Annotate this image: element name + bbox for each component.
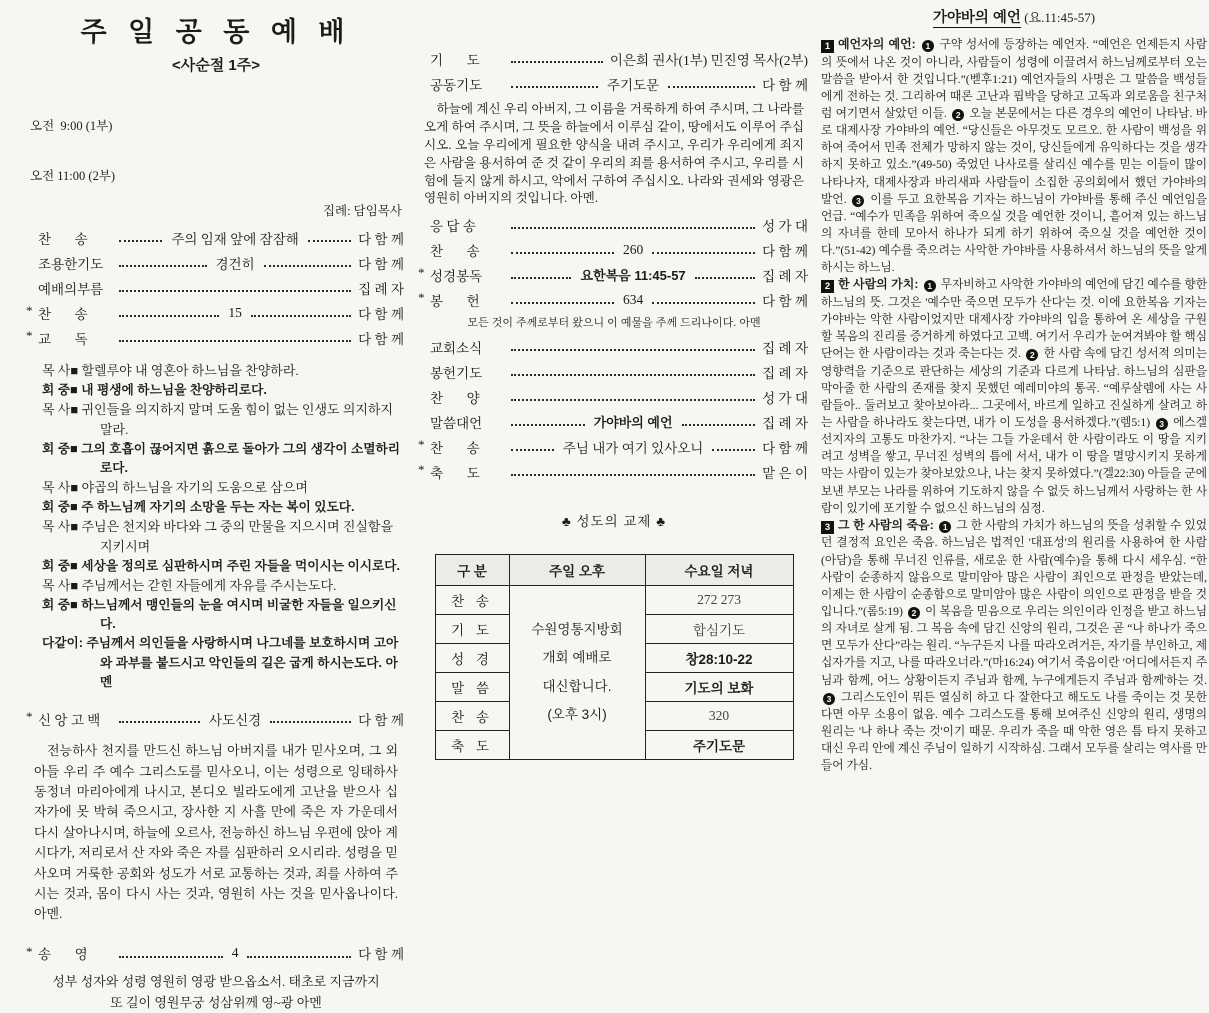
dotted-leader	[119, 308, 219, 317]
sermon-title	[821, 6, 1207, 27]
col-header-wednesday-evening: 수요일 저녁	[645, 555, 793, 586]
reading-text: 하느님께서 맹인들의 눈을 여시며 비굴한 자들을 일으키신다.	[81, 597, 397, 632]
wednesday-evening-cell: 320	[645, 702, 793, 731]
schedule-category-cell: 찬 송	[435, 702, 509, 731]
schedule-category-cell: 말 씀	[435, 673, 509, 702]
order-item-label: 조용한기도	[38, 256, 104, 272]
service-time-2: 오전 11:00 (2부)	[30, 169, 116, 184]
circled-number-icon: 3	[1156, 418, 1168, 430]
asterisk-marker: *	[26, 303, 33, 318]
order-row	[28, 250, 404, 275]
section-number-square-icon: 3	[821, 521, 834, 534]
dotted-leader	[119, 714, 200, 723]
order-item-label: 봉헌기도	[430, 365, 483, 381]
reading-text: 주님께서 의인들을 사랑하시며 나그네를 보호하시며 고아와 과부를 붙드시고 악인들의 길은 굽게 하시는도다. 아멘	[86, 636, 399, 689]
order-item-value: 15	[228, 304, 242, 320]
dotted-leader	[511, 367, 755, 376]
reading-text: 할렐루야 내 영혼아 하느님을 찬양하라.	[81, 363, 299, 378]
order-item-leader: 다 함 께	[358, 306, 404, 322]
wednesday-evening-cell: 합심기도	[645, 615, 793, 644]
reading-text: 주님은 천지와 바다와 그 중의 만물을 지으시며 진실함을 지키시며	[81, 519, 394, 554]
fellowship-header: ♣ 성도의 교제 ♣	[561, 514, 667, 530]
season-subtitle: <사순절 1주>	[172, 57, 260, 74]
asterisk-marker: *	[26, 943, 33, 959]
asterisk-marker: *	[26, 709, 33, 725]
reading-speaker: 목 사■	[42, 577, 82, 593]
dotted-leader	[119, 283, 351, 292]
order-item-label: 공동기도	[430, 77, 483, 93]
dotted-leader	[264, 258, 352, 267]
wednesday-evening-cell: 기도의 보화	[645, 673, 793, 702]
dotted-leader	[682, 417, 756, 426]
reading-line	[42, 440, 404, 479]
order-item-leader: 집 례 자	[762, 415, 808, 431]
reading-line	[42, 557, 404, 576]
order-item-leader: 성 가 대	[762, 218, 808, 234]
order-item-value: 주기도문	[606, 77, 660, 93]
dotted-leader	[652, 295, 755, 304]
section-heading: 한 사람의 가치:	[838, 277, 922, 292]
reading-line	[42, 478, 404, 498]
order-row	[420, 384, 808, 409]
order-item-leader: 다 함 께	[358, 712, 405, 728]
schedule-table-head	[435, 555, 793, 586]
asterisk-marker: *	[418, 290, 425, 306]
gloria-patri-text	[28, 971, 404, 1013]
order-row	[28, 941, 404, 966]
merged-cell-line: 대신합니다.	[542, 678, 612, 694]
order-row	[28, 706, 404, 731]
officiant-label: 집례: 담임목사	[322, 204, 402, 218]
order-item-value: 634	[622, 291, 644, 307]
order-item-label: 성경봉독	[430, 268, 483, 284]
reading-text: 주 하느님께 자기의 소망을 두는 자는 복이 있도다.	[81, 499, 355, 514]
merged-cell-line: 수원영통지방회	[531, 621, 623, 637]
merged-cell-line: (오후 3시)	[547, 707, 607, 723]
order-item-label: 응 답 송	[430, 218, 476, 234]
worship-order-column-2	[420, 10, 808, 760]
asterisk-marker: *	[418, 437, 425, 453]
reading-speaker: 목 사■	[42, 519, 82, 535]
sermon-paragraph: 3 그 한 사람의 죽음: 1 그 한 사람의 가치가 하느님의 뜻을 성취할 수 있었던 결정적 요인은 죽음. 하느님은 법적인 '대표성'의 원리를 사용하여 한 사람(아담)을 통해 무너진 인류를, 새로운 한 사람(예수)을 통해 다시 세우심. “한 사람이 순종하지 않음으로 말미암아 많은 사람이 죄인으로 판정을 받았는데, 이제는 한 사람이 순종함으로 말미암아 많은 사람이 의인으로 판정을 받을 것입니다.”(롬5:19) 2 이 복음을 믿음으로 우리는 의인이라 인정을 받고 하느님의 자녀로 살게 됨. 그 복음 속에 담긴 신앙의 원리, 그것은 곧 “나 하나가 죽으면 모두가 산다”라는 원리. “누구든지 나를 따라오려거든, 자기를 부인하고, 제 십자가를 지고, 나를 따라오너라.”(마16:24) 여기서 죽음이란 '어디에서든지 주님과 함께, 어느 상황이든지 주님과 함께, 누구에게든지 주님과 함께'하는 것. 3 그리스도인이 뭐든 열심히 하고 다 잘한다고 해도도 나를 죽이는 것 못한다면 아무 소용이 없음. 예수 그리스도를 통해 보여주신 신앙의 원리, 생명의 원리는 '나 하나 죽는 것'이기 때문. 우리가 죽을 때 악한 영은 틈 타지 못하고 대신 우리 안에 계신 주님이 일하기 시작하심. 그래서 모두를 살리는 역사를 만들어 가심.	[821, 517, 1207, 773]
circled-number-icon: 2	[1026, 349, 1038, 361]
reading-line	[42, 361, 404, 381]
order-item-label: 송 영	[38, 947, 88, 963]
dotted-leader	[511, 417, 585, 426]
col-header-category: 구 분	[435, 555, 509, 586]
order-row	[420, 334, 808, 359]
dotted-leader	[511, 54, 603, 63]
reading-speaker: 목 사■	[42, 363, 82, 378]
order-row	[28, 225, 404, 250]
circled-number-icon: 2	[908, 607, 920, 619]
dotted-leader	[652, 245, 755, 254]
sermon-column	[821, 6, 1207, 774]
dotted-leader	[511, 295, 614, 304]
schedule-table-body	[435, 586, 793, 760]
dotted-leader	[511, 467, 755, 476]
order-row	[420, 409, 808, 434]
dotted-leader	[308, 233, 351, 242]
order-item-leader: 다 함 께	[358, 256, 404, 272]
reading-text: 귀인들을 의지하지 말며 도울 힘이 없는 인생도 의지하지 말라.	[81, 402, 394, 437]
order-item-leader: 다 함 께	[762, 243, 808, 259]
service-time-1: 오전 9:00 (1부)	[30, 118, 113, 133]
reading-line	[42, 576, 404, 596]
order-item-leader: 다 함 께	[762, 293, 808, 309]
reading-text: 세상을 정의로 심판하시며 주린 자들을 먹이시는 이시로다.	[81, 558, 401, 573]
order-row	[28, 300, 404, 325]
dotted-leader	[270, 714, 351, 723]
order-row	[420, 459, 808, 484]
schedule-category-cell: 성 경	[435, 644, 509, 673]
sunday-afternoon-merged-cell	[509, 586, 645, 760]
schedule-category-cell: 찬 송	[435, 586, 509, 615]
order-item-label: 축 도	[430, 465, 480, 481]
order-item-label: 봉 헌	[430, 293, 480, 309]
wednesday-evening-cell: 창28:10-22	[645, 644, 793, 673]
reading-line	[42, 634, 404, 692]
reading-speaker: 회 중■	[42, 382, 82, 397]
order-item-label: 찬 송	[430, 440, 480, 456]
circled-number-icon: 3	[823, 693, 835, 705]
order-list-scripture	[420, 212, 808, 312]
section-number-square-icon: 2	[821, 280, 834, 293]
reading-speaker: 회 중■	[42, 597, 82, 612]
order-row	[420, 359, 808, 384]
sermon-title-text: 가야바의 예언	[932, 10, 1021, 26]
page-title: 주 일 공 동 예 배	[80, 17, 352, 47]
order-item-label: 신 앙 고 백	[38, 712, 101, 728]
order-item-value: 사도신경	[208, 712, 262, 728]
order-row	[420, 434, 808, 459]
asterisk-marker: *	[26, 328, 33, 343]
circled-number-icon: 1	[939, 521, 951, 533]
order-item-label: 교회소식	[430, 340, 483, 356]
wednesday-evening-cell: 272 273	[645, 586, 793, 615]
order-row	[28, 275, 404, 300]
apostles-creed-text: 전능하사 천지를 만드신 하느님 아버지를 내가 믿사오며, 그 외아들 우리 주 예수 그리스도를 믿사오니, 이는 성령으로 잉태하사 동정녀 마리아에게 나시고, 본디오 빌라도에게 고난을 받으사 십자가에 못 박혀 죽으시고, 장사한 지 사흘 만에 죽은 자 가운데서 다시 살아나시며, 하늘에 오르사, 전능하신 하느님 우편에 앉아 계시다가, 저리로서 산 자와 죽은 자를 심판하러 오시리라. 성령을 믿사오며 거룩한 공회와 성도가 서로 교통하는 것과, 죄를 사하여 주시는 것과, 몸이 다시 사는 것과, 영원히 사는 것을 믿사옵나이다. 아멘.	[34, 743, 398, 922]
order-row	[420, 237, 808, 262]
reading-line	[42, 517, 404, 557]
dotted-leader	[119, 233, 162, 242]
sermon-scripture-ref: (요.11:45-57)	[1020, 10, 1096, 25]
sermon-paragraph: 1 예언자의 예언: 1 구약 성서에 등장하는 예언자. “예언은 언제든지 사람의 뜻에서 나온 것이 아니라, 사람들이 성령에 이끌려서 하느님께로부터 오는 말씀을 받아서 한 것입니다.”(벧후1:21) 예언자들의 사명은 그 말씀을 백성들에게 전하는 것. 그리하여 때론 고난과 핍박을 당하고 고독과 외로움을 친구처럼 여기면서 살았던 이들. 2 오늘 본문에서는 다른 경우의 예언이 나타남. 바로 대제사장 가야바의 예언. “당신들은 아무것도 모르오. 한 사람이 백성을 위하여 죽어서 민족 전체가 망하지 않는 것이, 당신들에게 유익하다는 것을 생각하지 못하고 있소.”(49-50) 죽었던 나사로를 살리신 예수를 믿는 이들이 많이 나타나자, 대제사장과 바리새파 사람들이 소집한 공의회에서 했던 가야바의 발언. 3 이를 두고 요한복음 기자는 하느님이 가야바를 통해 주신 예언임을 언급. “예수가 민족을 위하여 죽으실 것을 예언한 것이니, 흩어져 있는 하느님의 자녀를 한데 모아서 하나가 되게 하기 위하여 죽으실 것을 예언한 것이다.”(51-42) 예수를 죽으려는 사악한 가야바를 사용하셔서 하느님의 뜻을 알게 하시는 하느님.	[821, 37, 1208, 275]
order-item-label: 말씀대언	[430, 415, 483, 431]
asterisk-marker: *	[418, 462, 425, 478]
reading-speaker: 다같이:	[42, 636, 87, 651]
reading-line	[42, 596, 404, 635]
section-number-square-icon: 1	[821, 40, 834, 53]
reading-line	[42, 400, 404, 440]
reading-speaker: 목 사■	[42, 480, 82, 496]
lords-prayer-text: 하늘에 계신 우리 아버지, 그 이름을 거룩하게 하여 주시며, 그 나라를 오게 하여 주시며, 그 뜻을 하늘에서 이루심 같이, 땅에서도 이루어 주십시오. 오늘 우리에게 필요한 양식을 내려 주시고, 우리가 우리에게 죄지은 사람을 용서하여 준 것 같이 우리의 죄를 용서하여 주시고, 우리를 시험에 들지 않게 하시고, 악에서 구하여 주십시오. 나라와 권세와 영광은 영원히 아버지의 것입니다. 아멘.	[424, 102, 804, 206]
reading-text: 야곱의 하느님을 자기의 도움으로 삼으며	[81, 480, 308, 496]
dotted-leader	[511, 270, 571, 279]
order-item-leader: 다 함 께	[762, 440, 809, 456]
dotted-leader	[712, 442, 755, 451]
circled-number-icon: 2	[952, 109, 964, 121]
order-row	[420, 287, 808, 312]
order-item-value: 가야바의 예언	[593, 415, 673, 431]
sermon-outline	[821, 36, 1207, 774]
dotted-leader	[511, 342, 755, 351]
circled-number-icon: 1	[924, 280, 936, 292]
section-heading: 그 한 사람의 죽음:	[838, 517, 938, 532]
wednesday-evening-cell: 주기도문	[645, 731, 793, 760]
schedule-header-row	[435, 555, 793, 586]
order-item-value: 주님 내가 여기 있사오니	[562, 440, 704, 456]
sermon-paragraph: 2 한 사람의 가치: 1 무자비하고 사악한 가야바의 예언에 담긴 예수를 향한 하느님의 뜻. 그것은 '예수만 죽으면 모두가 산다'는 것. 이에 요한복음 기자는 가야바는 악한 사람이었지만 대제사장 가야바의 입을 통하여 온 세상을 구원할 복음의 진리를 증거하게 하였다고 고백. 여기서 우리가 눈여겨봐야 할 핵심 단어는 한 사람이라는 것과 죽는다는 것. 2 한 사람 속에 담긴 성서적 의미는 영향력을 기준으로 판단하는 세상의 기준과 다르게 나타남. 하느님의 심판을 막아줄 한 사람의 존재를 찾지 못했던 예레미야의 통곡. “예루살렘에 사는 사람들아.. 둘러보고 찾아보아라... 그곳에서, 바르게 일하고 진실하게 살려고 하는 사람을 하나라도 찾는다면, 내가 이 도성을 용서하겠다.”(렘5:1) 3 에스겔 선지자의 고통도 마찬가지. “나는 그들 가운데서 한 사람이라도 이 땅을 지키려고 성벽을 쌓고, 무너진 성벽의 틈에 서서, 내가 이 땅을 멸망시키지 못하게 막는 사람이 있는가 찾아보았으나, 나는 찾지 못하였다.”(겔22:30) 아들을 군에 보낸 부모는 나라를 위하여 기도하지 않을 수 없듯 하느님께서 사랑하는 한 사람이 있기에 포기할 수 없으신 하느님의 심정.	[821, 277, 1208, 515]
merged-cell-line: 개회 예배로	[542, 650, 612, 666]
table-row	[435, 586, 793, 615]
order-item-leader: 다 함 께	[358, 947, 404, 963]
offering-dedication-text: 모든 것이 주께로부터 왔으니 이 예물을 주께 드리나이다. 아멘	[467, 317, 761, 330]
order-row	[420, 71, 808, 96]
dotted-leader	[511, 245, 614, 254]
gloria-line-2: 또 길이 영원무궁 성삼위께 영~광 아멘	[110, 994, 322, 1010]
reading-line	[42, 381, 404, 400]
order-row	[420, 46, 808, 71]
order-item-leader: 성 가 대	[762, 390, 808, 406]
order-item-label: 찬 송	[38, 231, 88, 247]
dotted-leader	[668, 79, 755, 88]
order-item-leader: 다 함 께	[762, 77, 809, 93]
dotted-leader	[119, 333, 351, 342]
order-item-leader: 맡 은 이	[762, 465, 808, 481]
reading-text: 내 평생에 하느님을 찬양하리로다.	[81, 382, 267, 397]
reading-text: 그의 호흡이 끊어지면 흙으로 돌아가 그의 생각이 소멸하리로다.	[81, 441, 401, 475]
order-row-confession	[28, 706, 404, 731]
dotted-leader	[511, 220, 755, 229]
dotted-leader	[511, 442, 554, 451]
dotted-leader	[119, 258, 207, 267]
service-schedule-table	[435, 554, 794, 760]
order-item-value: 260	[622, 241, 644, 257]
responsive-reading	[42, 361, 404, 692]
dotted-leader	[695, 270, 755, 279]
order-row	[420, 212, 808, 237]
order-item-value: 4	[231, 945, 239, 961]
service-time-list	[30, 84, 115, 219]
order-item-leader: 집 례 자	[762, 340, 808, 356]
order-item-label: 예배의부름	[38, 281, 104, 297]
reading-text: 주님께서는 갇힌 자들에게 자유를 주시는도다.	[81, 577, 337, 593]
order-item-label: 찬 송	[38, 306, 88, 322]
reading-speaker: 회 중■	[42, 441, 82, 456]
dotted-leader	[511, 79, 598, 88]
order-item-leader: 다 함 께	[358, 231, 404, 247]
order-item-label: 찬 양	[430, 390, 480, 406]
order-item-label: 기 도	[430, 52, 480, 68]
dotted-leader	[247, 949, 351, 958]
reading-speaker: 회 중■	[42, 558, 82, 573]
circled-number-icon: 1	[922, 40, 934, 52]
gloria-line-1: 성부 성자와 성령 영원히 영광 받으옵소서. 태초로 지금까지	[52, 973, 380, 989]
section-heading: 예언자의 예언:	[838, 37, 920, 51]
reading-speaker: 목 사■	[42, 402, 82, 418]
reading-speaker: 회 중■	[42, 499, 82, 514]
order-item-label: 찬 송	[430, 243, 480, 259]
order-item-leader: 집 례 자	[762, 365, 808, 381]
order-list-opening	[28, 225, 404, 350]
order-list-prayer	[420, 46, 808, 96]
order-row-gloria	[28, 941, 404, 966]
schedule-category-cell: 축 도	[435, 731, 509, 760]
dotted-leader	[251, 308, 351, 317]
order-row	[420, 262, 808, 287]
order-item-label: 교 독	[38, 331, 88, 347]
col-header-sunday-afternoon: 주일 오후	[509, 555, 645, 586]
dotted-leader	[119, 949, 223, 958]
order-item-value: 주의 임재 앞에 잠잠해	[171, 231, 299, 247]
worship-order-column	[28, 10, 404, 1013]
order-item-leader: 이은희 권사(1부) 민진영 목사(2부)	[609, 52, 808, 68]
order-item-leader: 집 례 자	[762, 268, 809, 284]
order-item-value: 경건히	[215, 256, 255, 272]
order-item-leader: 집 례 자	[358, 281, 404, 297]
service-times	[28, 84, 404, 219]
schedule-category-cell: 기 도	[435, 615, 509, 644]
dotted-leader	[511, 392, 755, 401]
reading-line	[42, 498, 404, 517]
order-item-value: 요한복음 11:45-57	[580, 268, 686, 284]
order-row	[28, 325, 404, 350]
asterisk-marker: *	[418, 265, 425, 281]
circled-number-icon: 3	[852, 195, 864, 207]
order-list-closing	[420, 334, 808, 484]
order-item-leader: 다 함 께	[358, 331, 404, 347]
